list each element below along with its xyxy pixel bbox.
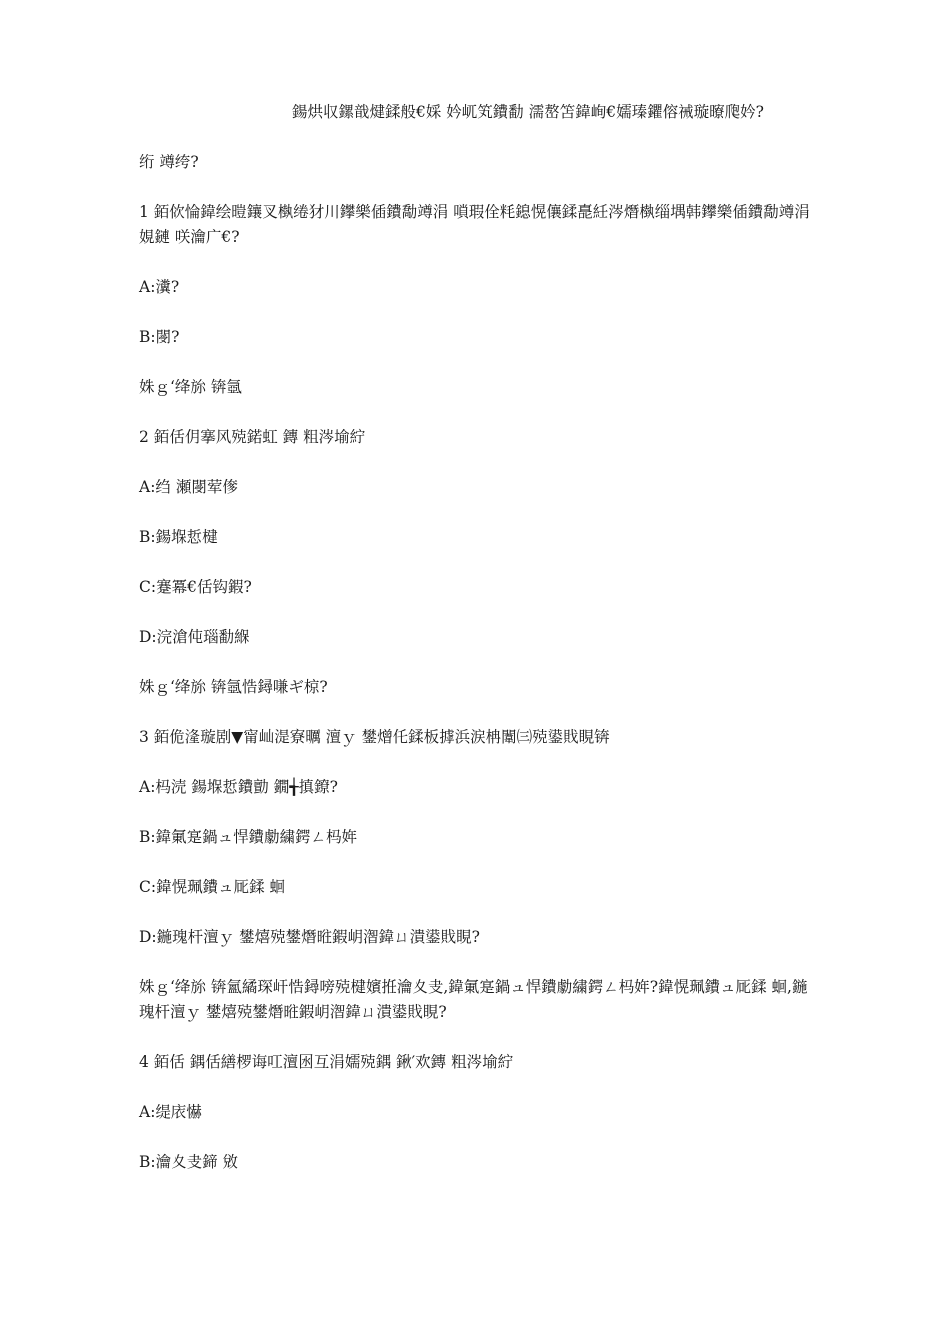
document-body [139, 100, 814, 1200]
correct-answer: 姝ｇ‘绛旀 锛氬 [139, 378, 242, 396]
answer-option: C:鍏愰珮鐨ュ厑鍒 蛔 [139, 878, 286, 896]
question: 1 銆佽惀鍏绘暟鑲叉槸绻犲川鑻樂偛鐨勪竴涓 嗩瑕佺粍鎴愰儴鍒嗭紝涔熸槸缁堣韩鑻樂偛鐨勪竴涓 娊鏈 咲瀹广€? [139, 203, 810, 246]
answer-option: B:瀹夊叏鍗 敓 [139, 1153, 239, 1171]
answer-option: B:閿? [139, 328, 180, 346]
answer-option: A:绉 瀬閿荤偧 [139, 478, 238, 496]
answer-option: D:浣滄伅瑙勫緥 [139, 628, 250, 646]
answer-option: B:鍚堢悊楗 [139, 528, 218, 546]
question: 2 銆佸仴搴风殑鍩虹 鏄 粗涔堬紵 [139, 428, 366, 446]
paragraph: 绗 竴绔? [139, 153, 199, 171]
answer-option: A:杩涜 鍚堢悊鐨勯 鐗╅搷鐐? [139, 778, 338, 796]
answer-option: B:鍏氭寔鍋ュ悍鐨勮繍鍔ㄥ杩姩 [139, 828, 358, 846]
answer-option: A:缇庡懗 [139, 1103, 202, 1121]
correct-answer: 姝ｇ‘绛旀 锛氳繘琛屽悎鐞嗙殑楗嬪拰瀹夊叏,鍏氭寔鍋ュ悍鐨勮繍鍔ㄥ杩姩?鍏愰珮鐨ュ厑鍒 蛔,鍦瑰杆澶ｙ 鐢熺殑鐢熸暀鍜岄潪鍏ㄩ潰鍙戝睍? [139, 978, 808, 1021]
correct-answer: 姝ｇ‘绛旀 锛氬悎鐞嗛ギ椋? [139, 678, 328, 696]
answer-option: A:瀵? [139, 278, 180, 296]
document-title: 鍚烘収鏍戠煡鍒般€婇 妗屼笂鐨勫 濡嶅笘鍏峋€嬬瑧鑺傛祴璇曢爮妗? [292, 103, 764, 121]
answer-option: D:鍦瑰杆澶ｙ 鐢熺殑鐢熸暀鍜岄潪鍏ㄩ潰鍙戝睍? [139, 928, 480, 946]
answer-option: C:蹇冪€佸钩鍜? [139, 578, 252, 596]
question: 4 銆佸 鍝佸繕椤诲叿澶囦互涓嬬殑鍝 鍬′欢鏄 粗涔堬紵 [139, 1053, 514, 1071]
question: 3 銆佹湰璇剧▼甯屾湜寮曞 澶ｙ 鐢熷仛鍒板摢浜涙柟闈㈢殑鍙戝睍锛 [139, 728, 610, 746]
